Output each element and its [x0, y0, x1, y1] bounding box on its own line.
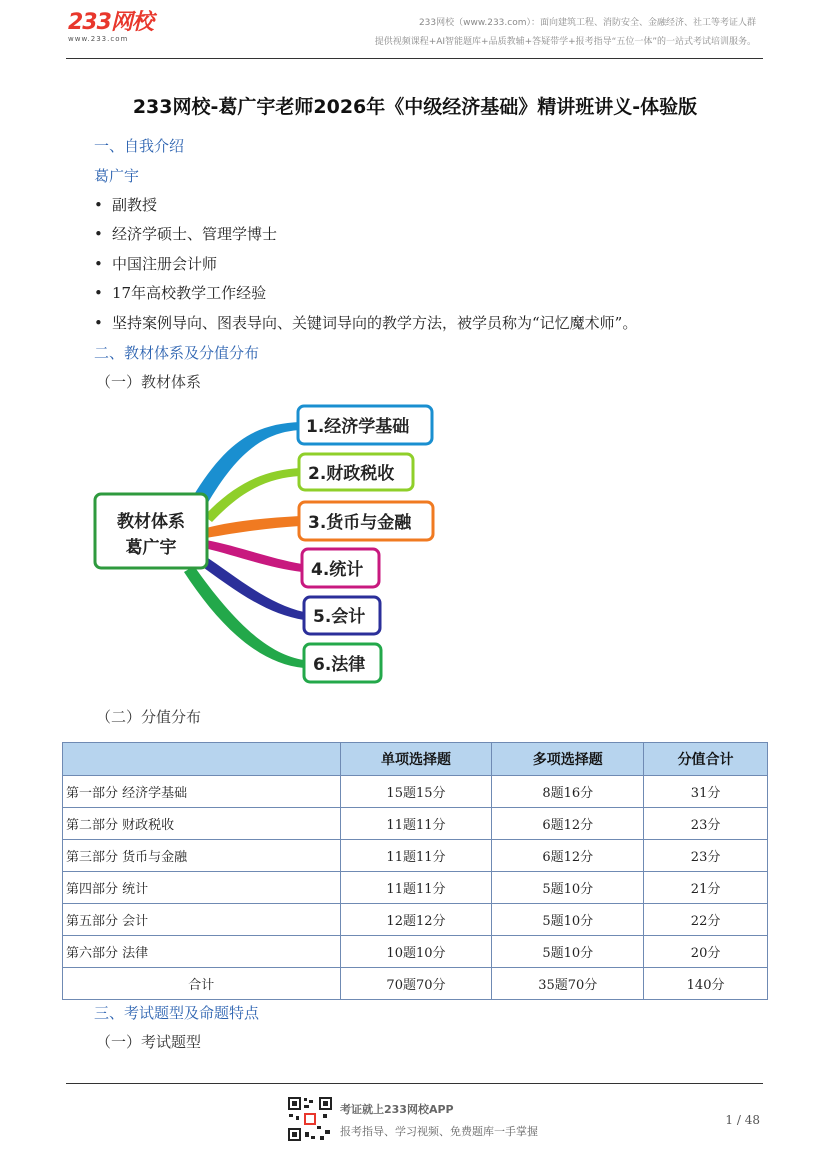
- header-slogan: [286, 14, 756, 52]
- page-title: 233网校-葛广宇老师2026年《中级经济基础》精讲班讲义-体验版: [132, 96, 698, 118]
- table-row: [63, 904, 768, 936]
- table-cell: 8题16分: [492, 776, 644, 808]
- table-row: [63, 776, 768, 808]
- mindmap-node-label-1: 1.经济学基础: [306, 417, 410, 437]
- table-cell-part: 第二部分 财政税收: [63, 808, 341, 840]
- bullet-text: 17年高校教学工作经验: [112, 284, 267, 302]
- table-cell: 23分: [644, 840, 768, 872]
- teacher-name: 葛广宇: [94, 167, 140, 185]
- bullet-text: 经济学硕士、管理学博士: [112, 225, 278, 243]
- mindmap-branch-6: [184, 566, 304, 668]
- mindmap-branch-1: [192, 422, 300, 506]
- subheading-score-distribution: （二）分值分布: [96, 708, 202, 726]
- table-row: [63, 872, 768, 904]
- bullet-dot: •: [94, 196, 103, 214]
- table-cell: 70题70分: [340, 968, 492, 1000]
- table-cell: 21分: [644, 872, 768, 904]
- mindmap-node-label-2: 2.财政税收: [308, 464, 395, 484]
- section-heading-exam: 三、考试题型及命题特点: [94, 1004, 260, 1022]
- table-cell: 6题12分: [492, 840, 644, 872]
- table-header-cell: 分值合计: [644, 743, 768, 776]
- slogan-line-2: 提供视频课程+AI智能题库+品质教辅+答疑带学+报考指导“五位一体”的一站式考试培训服务。: [374, 37, 756, 47]
- table-cell: 5题10分: [492, 872, 644, 904]
- section-heading-textbook: 二、教材体系及分值分布: [94, 344, 260, 362]
- mindmap-node-label-6: 6.法律: [313, 655, 366, 675]
- mindmap-node-label-3: 3.货币与金融: [308, 513, 412, 533]
- table-cell-total-label: 合计: [63, 968, 341, 1000]
- table-cell: 11题11分: [340, 872, 492, 904]
- slogan-line-1: 233网校（www.233.com）：面向建筑工程、消防安全、金融经济、社工等考证人群: [418, 18, 756, 28]
- mindmap-diagram: [88, 398, 448, 688]
- footer-description: 报考指导、学习视频、免费题库一手掌握: [340, 1125, 538, 1138]
- table-cell: 31分: [644, 776, 768, 808]
- table-cell: 11题11分: [340, 808, 492, 840]
- footer-divider: [66, 1083, 763, 1084]
- table-cell-part: 第五部分 会计: [63, 904, 341, 936]
- table-row: [63, 936, 768, 968]
- mindmap-node-label-5: 5.会计: [313, 607, 366, 627]
- bullet-item: [94, 282, 266, 303]
- logo: [68, 12, 153, 43]
- bullet-text: 副教授: [112, 196, 158, 214]
- table-header-row: [63, 743, 768, 776]
- bullet-item: [94, 312, 637, 333]
- table-header-cell: [63, 743, 341, 776]
- subheading-textbook-system: （一）教材体系: [96, 373, 202, 391]
- mindmap-center-line-2: 葛广宇: [125, 538, 177, 558]
- bullet-dot: •: [94, 284, 103, 302]
- subheading-exam-types: （一）考试题型: [96, 1033, 202, 1051]
- table-cell: 6题12分: [492, 808, 644, 840]
- table-cell-part: 第三部分 货币与金融: [63, 840, 341, 872]
- table-cell-part: 第六部分 法律: [63, 936, 341, 968]
- table-cell-part: 第四部分 统计: [63, 872, 341, 904]
- footer-app-text: 考证就上233网校APP: [340, 1103, 454, 1116]
- table-cell: 12题12分: [340, 904, 492, 936]
- table-header-cell: 单项选择题: [340, 743, 492, 776]
- table-cell: 22分: [644, 904, 768, 936]
- table-cell: 5题10分: [492, 904, 644, 936]
- section-heading-intro: 一、自我介绍: [94, 137, 185, 155]
- table-cell: 140分: [644, 968, 768, 1000]
- table-cell: 20分: [644, 936, 768, 968]
- bullet-item: [94, 194, 157, 215]
- table-cell: 11题11分: [340, 840, 492, 872]
- table-cell: 23分: [644, 808, 768, 840]
- qr-code-icon: [287, 1096, 333, 1142]
- table-cell: 35题70分: [492, 968, 644, 1000]
- table-row: [63, 808, 768, 840]
- table-cell: 15题15分: [340, 776, 492, 808]
- mindmap-center-line-1: 教材体系: [117, 512, 185, 532]
- logo-url: www.233.com: [68, 35, 129, 43]
- table-cell-part: 第一部分 经济学基础: [63, 776, 341, 808]
- table-cell: 10题10分: [340, 936, 492, 968]
- bullet-dot: •: [94, 225, 103, 243]
- table-header-cell: 多项选择题: [492, 743, 644, 776]
- header-divider: [66, 58, 763, 59]
- bullet-item: [94, 253, 217, 274]
- table-cell: 5题10分: [492, 936, 644, 968]
- mindmap-node-label-4: 4.统计: [311, 560, 364, 580]
- logo-text: 233网校: [68, 10, 153, 35]
- page-number: 1 / 48: [725, 1113, 760, 1127]
- bullet-dot: •: [94, 314, 103, 332]
- table-total-row: [63, 968, 768, 1000]
- score-table: [62, 742, 768, 1000]
- table-row: [63, 840, 768, 872]
- mindmap-branch-3: [206, 516, 300, 538]
- bullet-dot: •: [94, 255, 103, 273]
- bullet-text: 坚持案例导向、图表导向、关键词导向的教学方法，被学员称为“记忆魔术师”。: [112, 314, 638, 332]
- bullet-text: 中国注册会计师: [112, 255, 218, 273]
- bullet-item: [94, 223, 277, 244]
